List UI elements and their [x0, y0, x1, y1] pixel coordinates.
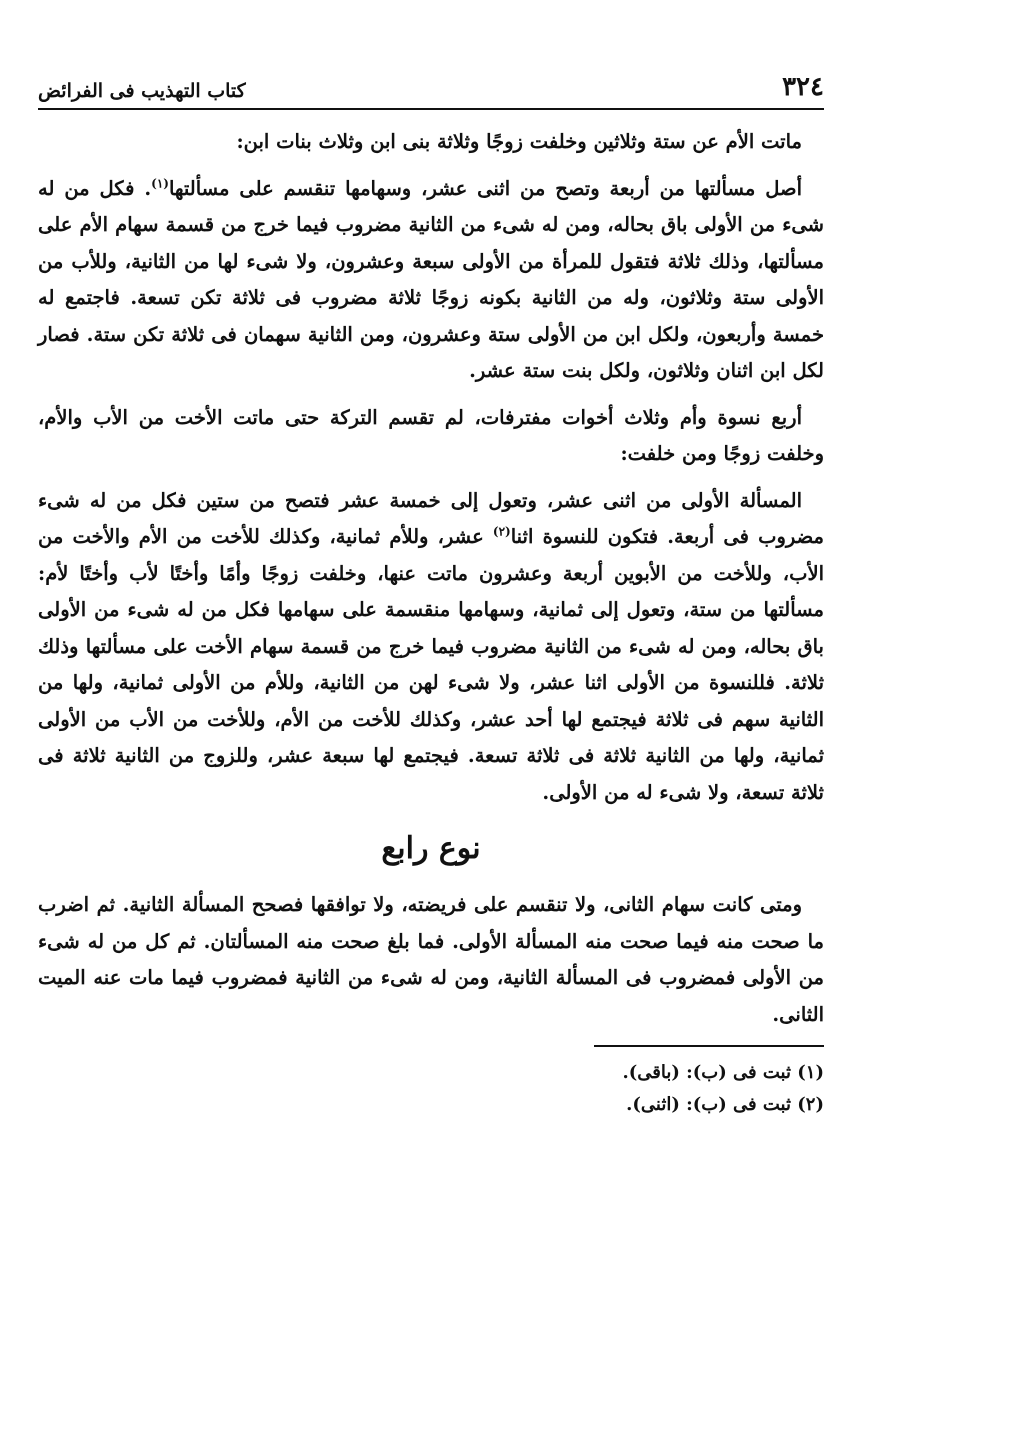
running-title: كتاب التهذيب فى الفرائض [38, 80, 246, 102]
footnote-mark-1: (١) [151, 176, 169, 190]
page-number: ٣٢٤ [782, 72, 824, 102]
paragraph-3: أربع نسوة وأم وثلاث أخوات مفترفات، لم تقسم التركة حتى ماتت الأخت من الأب والأم، وخلفت زوجًا ومن خلفت: [38, 405, 824, 465]
paragraph-5: ومتى كانت سهام الثانى، ولا تنقسم على فريضته، ولا توافقها فصحح المسألة الثانية. ثم اضرب ما صحت منه فيما صحت منه المسألة الأولى. فما بلغ صحت منه المسألتان. ثم كل من له شىء من الأولى فمضروب فى المسألة الثانية، ومن له شىء من الثانية فمضروب فيما مات عنه الميت الثانى. [38, 893, 824, 1026]
page-header [38, 62, 824, 102]
footnote-1: (١) ثبت فى (ب): (باقى). [622, 1062, 824, 1083]
paragraph-4 [38, 483, 824, 812]
paragraph-4-text: المسألة الأولى من اثنى عشر، وتعول إلى خمسة عشر فتصح من ستين فكل من له شىء مضروب فى أربعة. فتكون للنسوة اثنا [38, 488, 825, 548]
header-rule [38, 108, 824, 110]
paragraph-2-text: أصل مسألتها من أربعة وتصح من اثنى عشر، وسهامها تنقسم على مسألتها [168, 176, 803, 200]
book-page [38, 62, 824, 1121]
footnote-mark-2: (٢) [492, 524, 511, 539]
paragraph-4-continuation: عشر، وللأم ثمانية، وكذلك للأخت من الأم والأخت من الأب، وللأخت من الأبوين أربعة وعشرون ماتت عنها، وخلفت زوجًا وأمًا وأختًا لأب وأختًا لأم: مسألتها من ستة، وتعول إلى ثمانية، وسهامها منقسمة على سهامها فكل من له شىء من الأولى باق بحاله، ومن له شىء من الثانية مضروب فيما خرج من قسمة سهام الأخت على مسألتها وذلك ثلاثة. فللنسوة من الأولى اثنا عشر، ولا شىء لهن من الثانية، وللأم من الأولى ثمانية، ولها من الثانية سهم فى ثلاثة فيجتمع لها أحد عشر، وكذلك للأخت من الأم، وللأخت من الأب من الأولى ثمانية، ولها من الثانية ثلاثة فى ثلاثة تسعة. فيجتمع لها سبعة عشر، وللزوج من الثانية ثلاثة فى ثلاثة تسعة، ولا شىء له من الأولى. [38, 525, 824, 804]
footnote-rule [594, 1045, 824, 1047]
paragraph-2-continuation: فكل من له شىء من الأولى باق بحاله، ومن له شىء من الثانية مضروب فيما خرج من قسمة سهام الأم على مسألتها، وذلك ثلاثة فتقول للمرأة من الأولى سبعة وعشرون، ولا شىء لها من الثانية، وللأب من الأولى ستة وثلاثون، وله من الثانية بكونه زوجًا ثلاثة مضروب فى ثلاثة تكن تسعة. فاجتمع له خمسة وأربعون، ولكل ابن من الأولى ستة وعشرون، ومن الثانية سهمان فى ثلاثة تكن ستة. فصار لكل ابن اثنان وثلاثون، ولكل بنت ستة عشر. [38, 176, 824, 382]
paragraph-1: ماتت الأم عن ستة وثلاثين وخلفت زوجًا وثلاثة بنى ابن وثلاث بنات ابن: [236, 130, 802, 153]
paragraph-2: أصل مسألتها من أربعة وتصح من اثنى عشر، وسهامها تنقسم على مسألتها$^{(١)}$. فكل من له شىء من الأولى باق بحاله، ومن له شىء من الثانية مضروب فيما خرج من قسمة سهام الأم على مسألتها، وذلك ثلاثة فتقول للمرأة من الأولى سبعة وعشرون، ولا شىء لها من الثانية، وللأب من الأولى ستة وثلاثون، وله من الثانية بكونه زوجًا ثلاثة مضروب فى ثلاثة تكن تسعة. فاجتمع له خمسة وأربعون، ولكل ابن من الأولى ستة وعشرون، ومن الثانية سهمان فى ثلاثة تكن ستة. فصار لكل ابن اثنان وثلاثون، ولكل بنت ستة عشر. [38, 176, 824, 382]
footnote-2: (٢) ثبت فى (ب): (اثنى). [626, 1094, 824, 1115]
section-heading: نوع رابع [381, 831, 481, 866]
